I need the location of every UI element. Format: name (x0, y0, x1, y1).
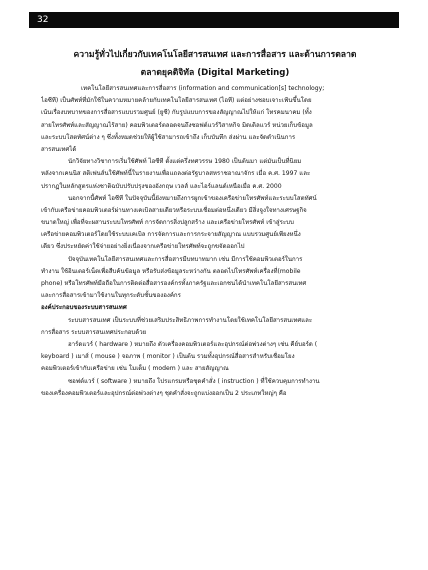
page-number-bar (29, 12, 399, 28)
text-line: และระบบโสตทัศน์ต่าง ๆ ซึ่งทั้งหมดช่วยให้ผู้ใช้สามารถเข้าถึง เก็บบันทึก ส่งผ่าน และจัดดำเนินการ (41, 133, 296, 141)
text-line: หลังจากเคนนิส สติเฟนส์นใช้ศัพท์นี้ในรายงานเพื่อแถลงต่อรัฐบาลสหราชอาณาจักร เมื่อ ค.ศ. 1997 และ (41, 170, 311, 178)
text-line: phone) หรือโทรศัพท์มือถือในการติดต่อสื่อสารองค์กรทั้งภาครัฐและเอกชนได้นำเทคโนโลยีสารสนเทศ (41, 280, 307, 287)
text-line: คอมพิวเตอร์เข้ากับเครือข่าย เช่น โมเด็ม ( modem ) และ สายสัญญาณ (41, 365, 229, 373)
text-line: ของเครื่องคอมพิวเตอร์และอุปกรณ์ต่อพ่วงต่างๆ ชุดคำสั่งจะถูกแบ่งออกเป็น 2 ประเภทใหญ่ๆ คือ (41, 389, 287, 397)
text-line: นักวิจัยทางวิชาการเริ่มใช้ศัพท์ ไอซีที ตั้งแต่ครึ่งทศวรรษ 1980 เป็นต้นมา แต่มันเป็นที่นิยม (68, 158, 302, 166)
text-line: เดียว ซึ่งประหยัดค่าใช้จ่ายอย่างยิ่งเนื่องจากเครือข่ายโทรศัพท์จะถูกขจัดออกไป (41, 243, 245, 251)
page-number: 32 (37, 15, 49, 25)
text-line: ปรากฏในหลักสูตรแห่งชาติฉบับปรับปรุงของอังกฤษ เวลส์ และไอร์แลนด์เหนือเมื่อ ค.ศ. 2000 (41, 182, 282, 190)
text-line: การสื่อสาร ระบบสารสนเทศประกอบด้วย (41, 328, 147, 336)
text-line: และการสื่อสารเข้ามาใช้งานในทุกระดับชั้นขององค์กร (41, 292, 181, 300)
text-line: ไอซีที) เป็นศัพท์ที่มักใช้ในความหมายคล้ายกับเทคโนโลยีสารสนเทศ (ไอที) แต่อย่างชอบเจาะเฟ้นขึ้นโดย (41, 97, 312, 105)
text-line: keyboard ) เมาส์ ( mouse ) จอภาพ ( monitor ) เป็นต้น รวมทั้งอุปกรณ์สื่อสารสำหรับเชื่อมโยง (41, 353, 295, 361)
text-line: ทำงาน ใช้อินเตอร์เน็ตเพื่อสืบค้นข้อมูล หรือรับส่งข้อมูลระหว่างกัน ตลอดไปโทรศัพท์เครื่องที่(mobile (41, 267, 301, 275)
text-line: ระบบสารสนเทศ เป็นระบบที่ช่วยเสริมประสิทธิภาพการทำงานโดยใช้เทคโนโลยีสารสนเทศและ (68, 316, 313, 324)
text-line: เน้นเรื่องบทบาทของการสื่อสารแบบรวมศูนย์ (ยูซี) กับรูปแบบการของสัญญาณไปให้แก่ โทรคมนาคม (ทั้ง (41, 109, 312, 117)
text-line: ฮาร์ดแวร์ ( hardware ) หมายถึง ตัวเครื่องคอมพิวเตอร์และอุปกรณ์ต่อพ่วงต่างๆ เช่น คีย์บอร์ด ( (68, 340, 318, 348)
text-line: ปัจจุบันเทคโนโลยีสารสนเทศและการสื่อสารมีบทบาทมาก เช่น มีการใช้คอมพิวเตอร์ในการ (68, 255, 303, 263)
body-text (41, 83, 391, 400)
text-line: สายโทรศัพท์และสัญญาณไร้สาย) คอมพิวเตอร์ตลอดจนถึงซอฟต์แวร์วิสาหกิจ มิดเดิลแวร์ หน่วยเก็บข้อมูล (41, 121, 313, 129)
text-line: เทคโนโลยีสารสนเทศและการสื่อสาร (information and communication[s] technology; (81, 85, 325, 92)
section-heading: องค์ประกอบของระบบสารสนเทศ (41, 304, 127, 312)
text-line: ซอฟต์แวร์ ( software ) หมายถึง โปรแกรมหรือชุดคำสั่ง ( instruction ) ที่ใช้ควบคุมการทำงาน (68, 377, 320, 385)
text-line: สารสนเทศได้ (41, 145, 77, 153)
text-line: เข้ากับเครือข่ายคอมพิวเตอร์ผ่านทางเคเบิลสายเดียวหรือระบบเชื่อมต่อหนึ่งเดียว มีสิ่งจูงใจทางเศรษฐกิจ (41, 206, 307, 214)
page-title-line-2: ตลาดยุคดิจิทัล (Digital Marketing) (140, 68, 290, 78)
text-line: ขนาดใหญ่ เพื่อที่จะผสานระบบโทรศัพท์ การจัดการสิ่งปลูกสร้าง และเครือข่ายโทรศัพท์ เข้าสู่ระบบ (41, 219, 294, 227)
text-line: เครือข่ายคอมพิวเตอร์โดยใช้ระบบเคเบิล การจัดการและการกระจายสัญญาณ แบบรวมศูนย์เพียงหนึ่ง (41, 231, 301, 239)
page-title-line-1: ความรู้ทั่วไปเกี่ยวกับเทคโนโลยีสารสนเทศ และการสื่อสาร และด้านการตลาด (73, 50, 357, 60)
text-line: นอกจากนี้ศัพท์ ไอซีที ในปัจจุบันนี้ยังหมายถึงการผูกเข้าของเครือข่ายโทรศัพท์และระบบโสตทัศน์ (68, 194, 317, 202)
